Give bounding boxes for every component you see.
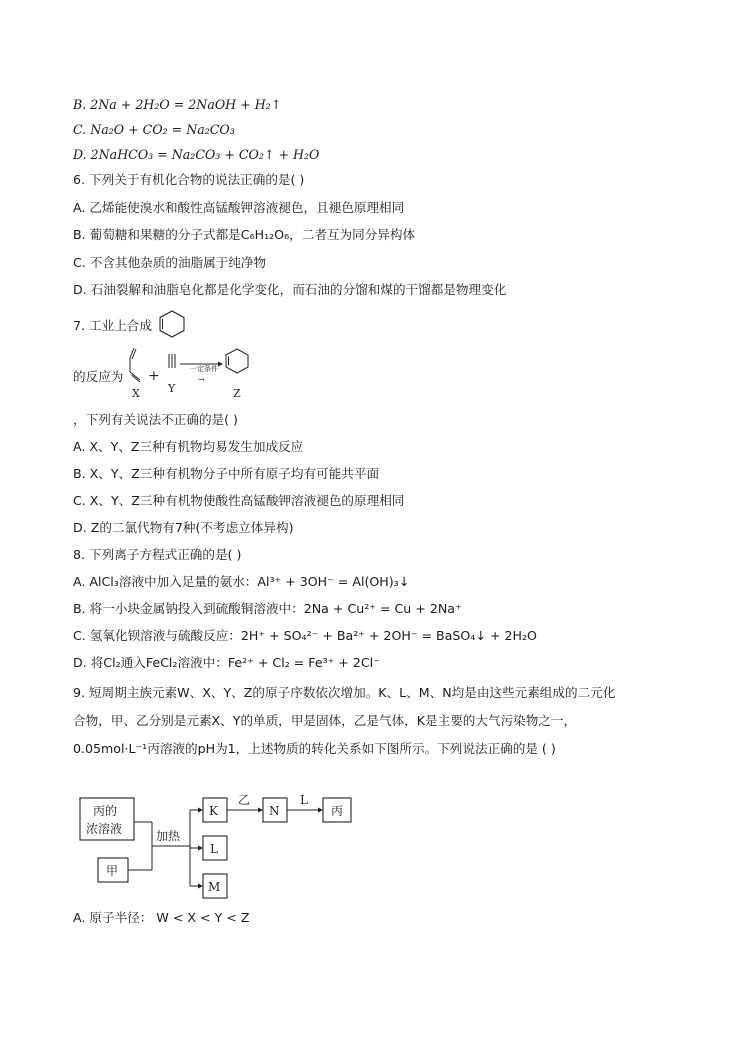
q5-option-b: B. 2Na + 2H₂O = 2NaOH + H₂↑: [73, 97, 282, 112]
box-n-label: N: [269, 804, 280, 818]
box-m-label: M: [208, 880, 221, 894]
structure-z: [226, 349, 248, 373]
q5-option-d: D. 2NaHCO₃ = Na₂CO₃ + CO₂↑ + H₂O: [73, 147, 320, 162]
q6-option-b: B. 葡萄糖和果糖的分子式都是C₆H₁₂O₆，二者互为同分异构体: [73, 227, 416, 242]
q7-reaction-scheme: [126, 344, 266, 400]
q9-stem-line1: 9. 短周期主族元素W、X、Y、Z的原子序数依次增加。K、L、M、N均是由这些元素组成的二元化: [73, 685, 616, 700]
box-bing-conc-line2: 浓溶液: [86, 822, 123, 836]
box-k-label: K: [209, 804, 218, 818]
q7-stem-prefix: 7. 工业上合成: [73, 318, 152, 333]
arrow-head: [218, 362, 223, 367]
label-z: Z: [233, 387, 241, 400]
q7-option-c: C. X、Y、Z三种有机物使酸性高锰酸钾溶液褪色的原理相同: [73, 493, 405, 508]
box-jia-label: 甲: [106, 864, 119, 878]
q8-option-c: C. 氢氧化钡溶液与硫酸反应：2H⁺ + SO₄²⁻ + Ba²⁺ + 2OH⁻ = BaSO₄↓ + 2H₂O: [73, 628, 537, 643]
label-x: X: [132, 387, 140, 400]
q6-stem: 6. 下列关于有机化合物的说法正确的是( ): [73, 172, 305, 187]
structure-x: [130, 348, 140, 382]
label-y: Y: [168, 382, 176, 395]
reaction-condition: 一定条件: [190, 365, 218, 373]
q5-option-c: C. Na₂O + CO₂ = Na₂CO₃: [73, 122, 235, 137]
q9-stem-line2: 合物，甲、乙分别是元素X、Y的单质，甲是固体，乙是气体，K是主要的大气污染物之一，: [73, 713, 577, 728]
q7-option-d: D. Z的二氯代物有7种(不考虑立体异构): [73, 520, 294, 535]
q8-option-a: A. AlCl₃溶液中加入足量的氨水：Al³⁺ + 3OH⁻ = Al(OH)₃↓: [73, 574, 410, 589]
arrow-yi-label: 乙: [238, 793, 251, 807]
q9-transformation-diagram: [74, 784, 364, 904]
box-bing-label: 丙: [331, 804, 344, 818]
q7-stem-suffix: ，下列有关说法不正确的是( ): [73, 412, 238, 427]
cyclohexene-structure: [156, 309, 188, 339]
arrow-small: →: [198, 375, 205, 384]
box-l-label: L: [210, 842, 218, 856]
q9-option-a: A. 原子半径： W < X < Y < Z: [73, 910, 250, 925]
structure-y: [169, 354, 175, 368]
q6-option-d: D. 石油裂解和油脂皂化都是化学变化，而石油的分馏和煤的干馏都是物理变化: [73, 282, 507, 297]
q9-stem-line3: 0.05mol·L⁻¹丙溶液的pH为1，上述物质的转化关系如下图所示。下列说法正确的是 ( ): [73, 741, 556, 756]
q7-option-a: A. X、Y、Z三种有机物均易发生加成反应: [73, 439, 304, 454]
q8-stem: 8. 下列离子方程式正确的是( ): [73, 547, 242, 562]
q6-option-a: A. 乙烯能使溴水和酸性高锰酸钾溶液褪色，且褪色原理相同: [73, 200, 405, 215]
q7-option-b: B. X、Y、Z三种有机物分子中所有原子均有可能共平面: [73, 466, 380, 481]
box-bing-conc-line1: 丙的: [93, 804, 118, 818]
q8-option-b: B. 将一小块金属钠投入到硫酸铜溶液中：2Na + Cu²⁺ = Cu + 2Na⁺: [73, 601, 462, 616]
heat-label: 加热: [156, 829, 181, 843]
q6-option-c: C. 不含其他杂质的油脂属于纯净物: [73, 255, 267, 270]
q8-option-d: D. 将Cl₂通入FeCl₂溶液中：Fe²⁺ + Cl₂ = Fe³⁺ + 2Cl⁻: [73, 655, 380, 670]
plus-sign: +: [148, 368, 160, 384]
q7-reaction-prefix: 的反应为: [73, 369, 124, 384]
arrow-l-label: L: [300, 793, 308, 807]
